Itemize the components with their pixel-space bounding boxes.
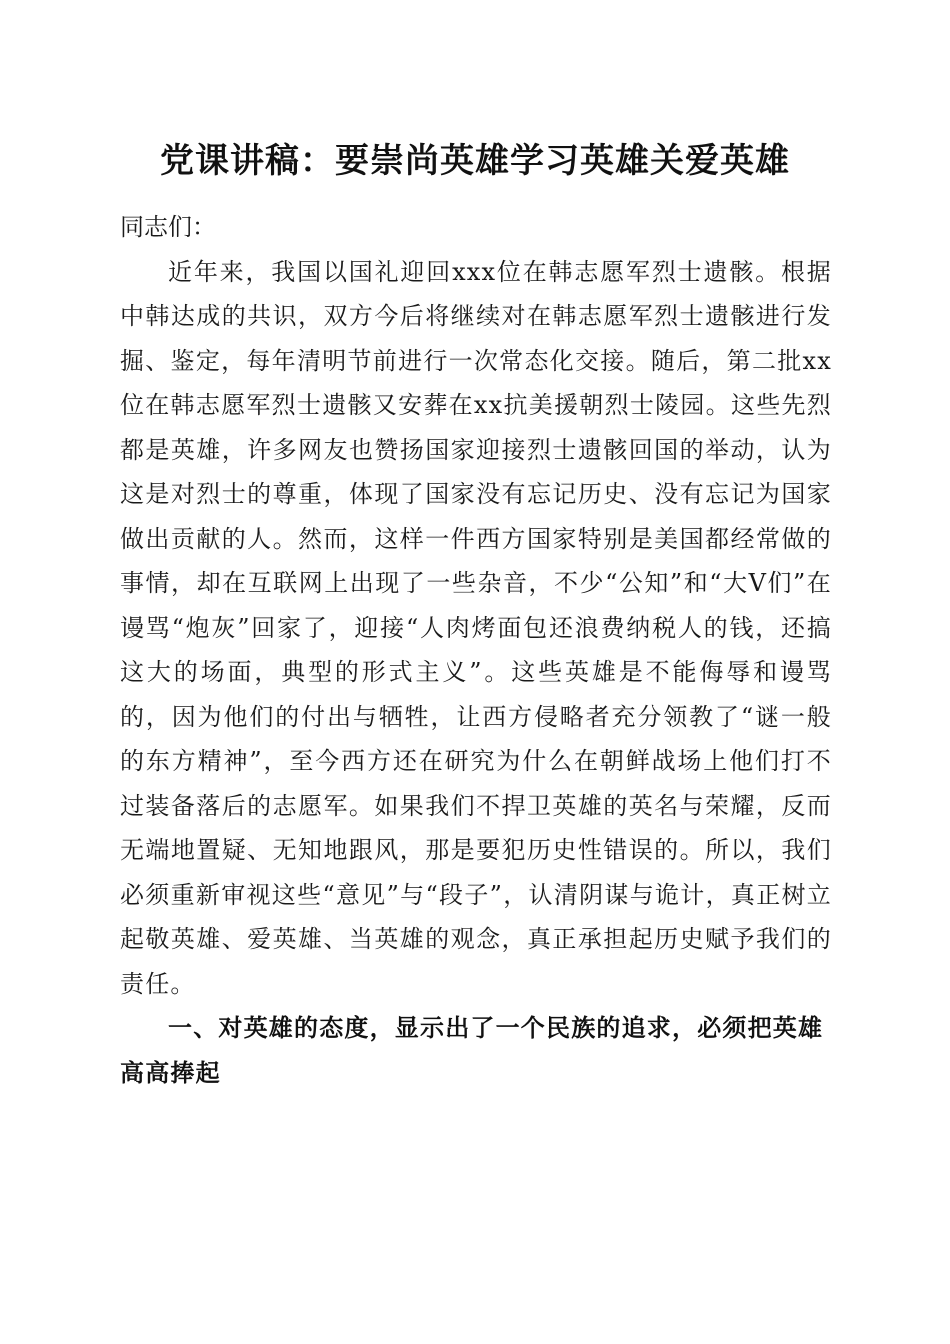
document-body — [120, 205, 832, 1095]
body-paragraph: 近年来，我国以国礼迎回xxx位在韩志愿军烈士遗骸。根据中韩达成的共识，双方今后将继续对在韩志愿军烈士遗骸进行发掘、鉴定，每年清明节前进行一次常态化交接。随后，第二批xx位在韩志愿军烈士遗骸又安葬在xx抗美援朝烈士陵园。这些先烈都是英雄，许多网友也赞扬国家迎接烈士遗骸回国的举动，认为这是对烈士的尊重，体现了国家没有忘记历史、没有忘记为国家做出贡献的人。然而，这样一件西方国家特别是美国都经常做的事情，却在互联网上出现了一些杂音，不少“公知”和“大V们”在谩骂“炮灰”回家了，迎接“人肉烤面包还浪费纳税人的钱，还搞这大的场面，典型的形式主义”。这些英雄是不能侮辱和谩骂的，因为他们的付出与牺牲，让西方侵略者充分领教了“谜一般的东方精神”，至今西方还在研究为什么在朝鲜战场上他们打不过装备落后的志愿军。如果我们不捍卫英雄的英名与荣耀，反而无端地置疑、无知地跟风，那是要犯历史性错误的。所以，我们必须重新审视这些“意见”与“段子”，认清阴谋与诡计，真正树立起敬英雄、爱英雄、当英雄的观念，真正承担起历史赋予我们的责任。 — [120, 257, 832, 998]
section-heading: 一、对英雄的态度，显示出了一个民族的追求，必须把英雄高高捧起 — [120, 1014, 824, 1087]
document-title: 党课讲稿：要崇尚英雄学习英雄关爱英雄 — [160, 141, 790, 181]
salutation: 同志们： — [120, 213, 216, 241]
